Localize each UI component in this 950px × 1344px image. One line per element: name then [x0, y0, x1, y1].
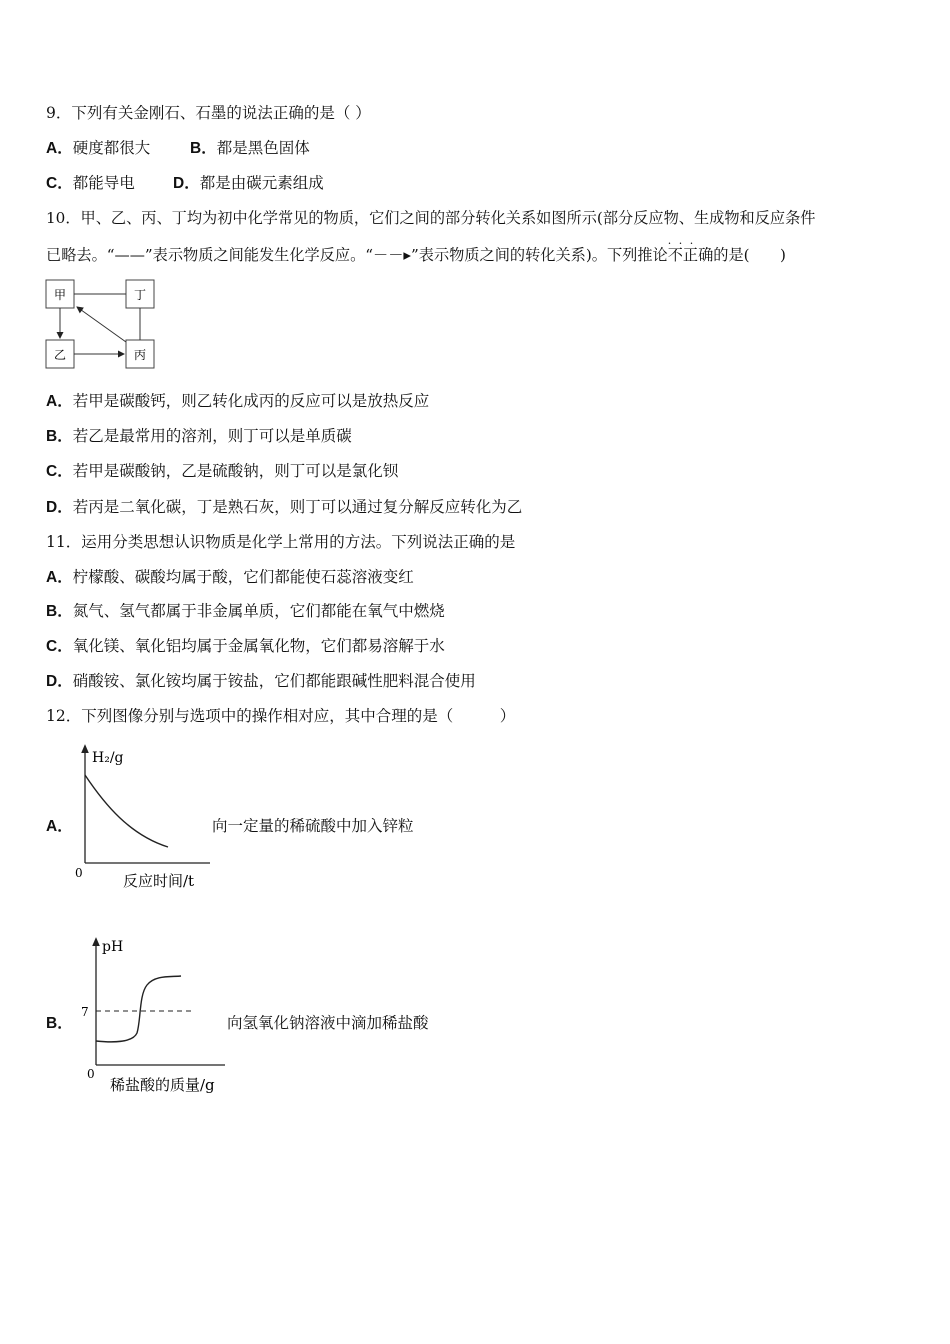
- q12-option-a-text: 向一定量的稀硫酸中加入锌粒: [212, 817, 414, 835]
- q11-option-c-text: 氧化镁、氧化铝均属于金属氧化物，它们都易溶解于水: [72, 637, 445, 655]
- graph-a-origin: 0: [75, 866, 83, 880]
- q10-option-c-text: 若甲是碳酸钠，乙是硫酸钠，则丁可以是氯化钡: [72, 462, 399, 480]
- graph-b-origin: 0: [87, 1067, 95, 1081]
- q9-option-a-text: 硬度都很大: [72, 139, 151, 157]
- q10-option-b-letter: B．: [46, 428, 73, 445]
- q9-stem: 9．下列有关金刚石、石墨的说法正确的是（ ）: [46, 104, 371, 122]
- q9-option-b-letter: B．: [190, 140, 217, 157]
- q11-option-b-text: 氮气、氢气都属于非金属单质，它们都能在氧气中燃烧: [72, 602, 445, 620]
- label-bing: 丙: [133, 348, 147, 362]
- q10-option-a-text: 若甲是碳酸钙，则乙转化成丙的反应可以是放热反应: [72, 392, 430, 410]
- q10-stem-line1: 10．甲、乙、丙、丁均为初中化学常见的物质，它们之间的部分转化关系如图所示(部分反应物、生成物和反应条件: [46, 209, 816, 227]
- q12-option-b-letter-text: B．: [46, 1015, 73, 1032]
- q11-option-c: [46, 636, 445, 657]
- q9-option-b-text: 都是黑色固体: [216, 139, 310, 157]
- label-jia: 甲: [53, 288, 67, 302]
- q11-option-c-letter: C．: [46, 638, 73, 655]
- q9-option-a-letter: A．: [46, 140, 73, 157]
- q10-option-c: [46, 461, 398, 482]
- graph-b-curve: [96, 976, 181, 1042]
- q9-option-d-text: 都是由碳元素组成: [199, 174, 324, 192]
- q10-stem-line2-a: 已略去。“——”表示物质之间能发生化学反应。“－－▸”表示物质之间的转化关系)。下列推论: [46, 246, 668, 264]
- q9-option-d: [173, 173, 324, 194]
- q10-option-d: [46, 497, 522, 518]
- label-yi: 乙: [53, 348, 67, 362]
- graph-a-ylabel: H₂/g: [92, 750, 124, 766]
- q9-option-c: [46, 173, 135, 194]
- q11-option-a-letter: A．: [46, 569, 73, 586]
- graph-a-xlabel: 反应时间/t: [123, 872, 195, 890]
- q9-option-d-letter: D．: [173, 175, 200, 192]
- q10-option-d-text: 若丙是二氧化碳，丁是熟石灰，则丁可以通过复分解反应转化为乙: [72, 498, 523, 516]
- q12-option-a-letter-text: A．: [46, 818, 73, 835]
- q12-option-a-letter: [46, 816, 73, 837]
- graph-b-xlabel: 稀盐酸的质量/g: [110, 1076, 215, 1094]
- q11-option-d: [46, 671, 476, 692]
- q12-graph-b: [75, 935, 240, 1095]
- label-ding: 丁: [133, 288, 147, 302]
- q11-option-b: [46, 601, 445, 622]
- q10-option-a-letter: A．: [46, 393, 73, 410]
- q10-option-d-letter: D．: [46, 499, 73, 516]
- graph-a-curve: [85, 775, 168, 847]
- q10-stem-line2: [46, 245, 786, 265]
- q12-graph-a: [70, 740, 220, 895]
- q9-option-a: [46, 138, 150, 159]
- q10-relation-diagram: [44, 278, 159, 373]
- q11-option-b-letter: B．: [46, 603, 73, 620]
- q11-option-d-text: 硝酸铵、氯化铵均属于铵盐，它们都能跟碱性肥料混合使用: [72, 672, 476, 690]
- q12-option-b-text: 向氢氧化钠溶液中滴加稀盐酸: [227, 1014, 429, 1032]
- q11-stem: 11．运用分类思想认识物质是化学上常用的方法。下列说法正确的是: [46, 533, 516, 551]
- q12-stem: 12．下列图像分别与选项中的操作相对应，其中合理的是（ ）: [46, 707, 516, 725]
- q10-option-b-text: 若乙是最常用的溶剂，则丁可以是单质碳: [72, 427, 352, 445]
- q9-option-b: [190, 138, 310, 159]
- q10-option-c-letter: C．: [46, 463, 73, 480]
- graph-b-tick-7: 7: [81, 1005, 89, 1019]
- q10-stem-line2-b: 的是( ): [713, 246, 786, 264]
- q11-option-a: [46, 567, 414, 588]
- arrow-bing-to-jia: [77, 307, 126, 342]
- q12-option-b-letter: [46, 1013, 73, 1034]
- q10-emphasis-not-correct: 不正确 · · ·: [668, 246, 714, 264]
- q11-option-a-text: 柠檬酸、碳酸均属于酸，它们都能使石蕊溶液变红: [72, 568, 414, 586]
- q10-option-b: [46, 426, 352, 447]
- q11-option-d-letter: D．: [46, 673, 73, 690]
- q9-option-c-text: 都能导电: [72, 174, 135, 192]
- graph-b-ylabel: pH: [102, 939, 124, 955]
- q10-option-a: [46, 391, 429, 412]
- q9-option-c-letter: C．: [46, 175, 73, 192]
